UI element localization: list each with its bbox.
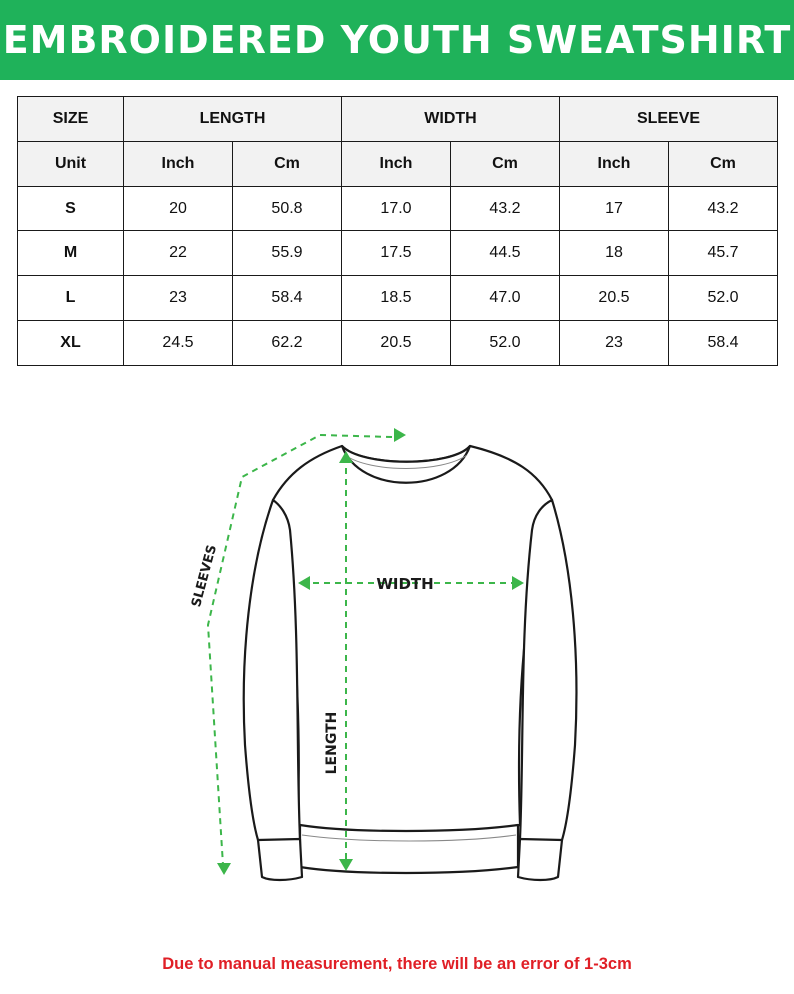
table-cell: 58.4 <box>669 321 778 366</box>
table-cell: 52.0 <box>451 321 560 366</box>
sweatshirt-outline <box>244 446 577 880</box>
sweatshirt-left-sleeve <box>244 500 300 841</box>
table-cell: 43.2 <box>451 186 560 231</box>
table-cell: 20 <box>124 186 233 231</box>
table-cell: 17 <box>560 186 669 231</box>
table-row <box>18 276 778 321</box>
table-cell: 17.0 <box>342 186 451 231</box>
table-cell: 18 <box>560 231 669 276</box>
table-cell: 23 <box>124 276 233 321</box>
table-cell: 17.5 <box>342 231 451 276</box>
sweatshirt-diagram <box>170 415 610 895</box>
table-cell: 20.5 <box>560 276 669 321</box>
measurement-note: Due to manual measurement, there will be an error of 1-3cm <box>162 955 632 973</box>
table-cell: 52.0 <box>669 276 778 321</box>
table-cell: 18.5 <box>342 276 451 321</box>
table-row <box>18 186 778 231</box>
header-width: WIDTH <box>342 97 560 142</box>
unit-cell: Inch <box>342 141 451 186</box>
unit-cell: Inch <box>124 141 233 186</box>
table-row <box>18 321 778 366</box>
table-unit-row <box>18 141 778 186</box>
table-cell: 43.2 <box>669 186 778 231</box>
size-chart-table <box>17 96 778 366</box>
unit-cell: Inch <box>560 141 669 186</box>
size-cell: M <box>18 231 124 276</box>
table-cell: 58.4 <box>233 276 342 321</box>
table-cell: 20.5 <box>342 321 451 366</box>
size-cell: S <box>18 186 124 231</box>
sweatshirt-left-cuff <box>258 839 302 880</box>
length-label: LENGTH <box>324 711 340 775</box>
table-cell: 44.5 <box>451 231 560 276</box>
sweatshirt-body <box>273 446 552 833</box>
size-cell: XL <box>18 321 124 366</box>
sleeves-label: SLEEVES <box>189 543 221 609</box>
table-cell: 47.0 <box>451 276 560 321</box>
table-cell: 50.8 <box>233 186 342 231</box>
arrow-head-icon <box>394 428 406 442</box>
table-cell: 24.5 <box>124 321 233 366</box>
size-cell: L <box>18 276 124 321</box>
width-label: WIDTH <box>376 575 434 593</box>
arrow-head-icon <box>217 863 231 875</box>
header-size: SIZE <box>18 97 124 142</box>
table-header-row <box>18 97 778 142</box>
table-cell: 62.2 <box>233 321 342 366</box>
page-title: EMBROIDERED YOUTH SWEATSHIRT <box>2 18 792 62</box>
sweatshirt-right-cuff <box>518 839 562 880</box>
table-cell: 55.9 <box>233 231 342 276</box>
table-cell: 22 <box>124 231 233 276</box>
sweatshirt-waistband <box>300 825 518 873</box>
unit-cell: Cm <box>451 141 560 186</box>
header-sleeve: SLEEVE <box>560 97 778 142</box>
table-cell: 23 <box>560 321 669 366</box>
header-length: LENGTH <box>124 97 342 142</box>
unit-cell: Cm <box>669 141 778 186</box>
title-banner <box>0 0 794 80</box>
unit-cell: Cm <box>233 141 342 186</box>
table-row <box>18 231 778 276</box>
unit-label: Unit <box>18 141 124 186</box>
table-cell: 45.7 <box>669 231 778 276</box>
